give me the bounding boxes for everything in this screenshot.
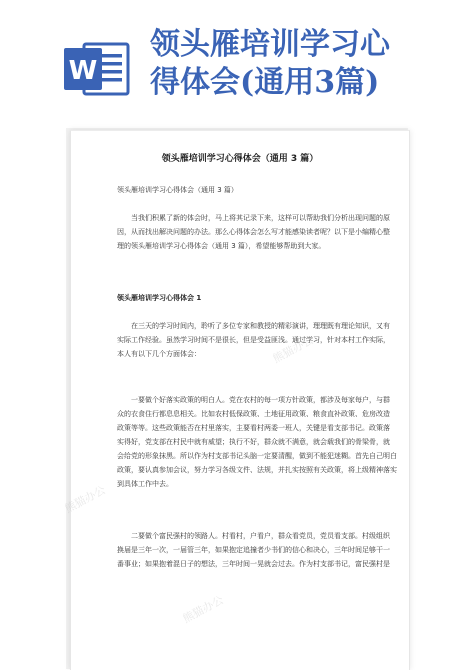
para1-line: 实际工作经验。虽然学习时间不是很长，但是受益匪浅。通过学习，针对本村工作实际，: [117, 336, 390, 344]
para2-line: 政策，要认真参加会议，努力学习各级文件、法规，并扎实按照有关政策，将上级精神落实: [117, 466, 397, 474]
document-title: 领头雁培训学习心得体会（通用 3 篇）: [161, 154, 319, 164]
intro-line: 因，从而找出解决问题的办法。那么心得体会怎么写才能感染读者呢？以下是小编精心整: [117, 228, 390, 236]
paragraph-3: [117, 529, 390, 571]
section-heading: [117, 291, 387, 305]
para2-line: 一要做个好落实政策的明白人。党在农村的每一项方针政策，都涉及每家每户，与群: [131, 396, 390, 404]
para2-line: 到具体工作中去。: [117, 480, 173, 488]
watermark: 熊猫办公: [270, 333, 316, 366]
para2-line: 政策等等。这些政策能否在村里落实，主要看村两委一班人，关键是看支部书记。政策落: [117, 424, 390, 432]
document-page: [62, 130, 410, 670]
intro-paragraph: [117, 211, 390, 253]
para2-line: 众的衣食住行都息息相关。比如农村低保政策、土地征用政策、粮食直补政策、危房改造: [117, 410, 390, 418]
watermark: 熊猫办公: [180, 593, 226, 626]
word-document-icon: [62, 38, 132, 100]
para3-line: 换届是三年一次，一届管三年，如果抱定追撞者少书们的信心和决心，三年时间足够干一: [117, 546, 390, 554]
para2-line: 会给党的形象抹黑。所以作为村支部书记头脑一定要清醒，做到不能犯迷糊。首先自己明白: [117, 452, 397, 460]
intro-line: 当我们积累了新的体会时，马上将其记录下来，这样可以帮助我们分析出现问题的原: [131, 214, 390, 222]
watermark: 熊猫办公: [62, 483, 108, 516]
paragraph-1: [117, 319, 390, 361]
intro-line: 理的领头雁培训学习心得体会（通用 3 篇），希望能够帮助到大家。: [117, 242, 326, 250]
header-banner: [0, 0, 474, 120]
paragraph-2: [117, 393, 397, 491]
para3-line: 二要做个富民强村的领路人。村看村，户看户，群众看党员，党员看支部。村级组织: [131, 532, 390, 540]
banner-title-line-2: 得体会(通用3篇): [150, 65, 380, 100]
banner-title: [150, 26, 470, 102]
subtitle-line: 领头雁培训学习心得体会（通用 3 篇）: [117, 186, 238, 194]
logo-letter: W: [68, 56, 98, 86]
section-heading-text: 领头雁培训学习心得体会 1: [117, 294, 202, 302]
para2-line: 实得好，党支部在村民中就有威望；执行不好，群众就不满意，就会载我们的骨梁骨，就: [117, 438, 390, 446]
para1-line: 本人有以下几个方面体会：: [117, 350, 201, 358]
banner-title-line-1: 领头雁培训学习心: [150, 27, 390, 62]
para1-line: 在三天的学习时间内，聆听了多位专家和教授的精彩演讲，理理既有理论知识，又有: [131, 322, 390, 330]
document-subtitle: [117, 183, 387, 197]
para3-line: 番事业；如果抱着混日子的想法，三年时间一晃就会过去。作为村支部书记，富民强村是: [117, 560, 390, 568]
